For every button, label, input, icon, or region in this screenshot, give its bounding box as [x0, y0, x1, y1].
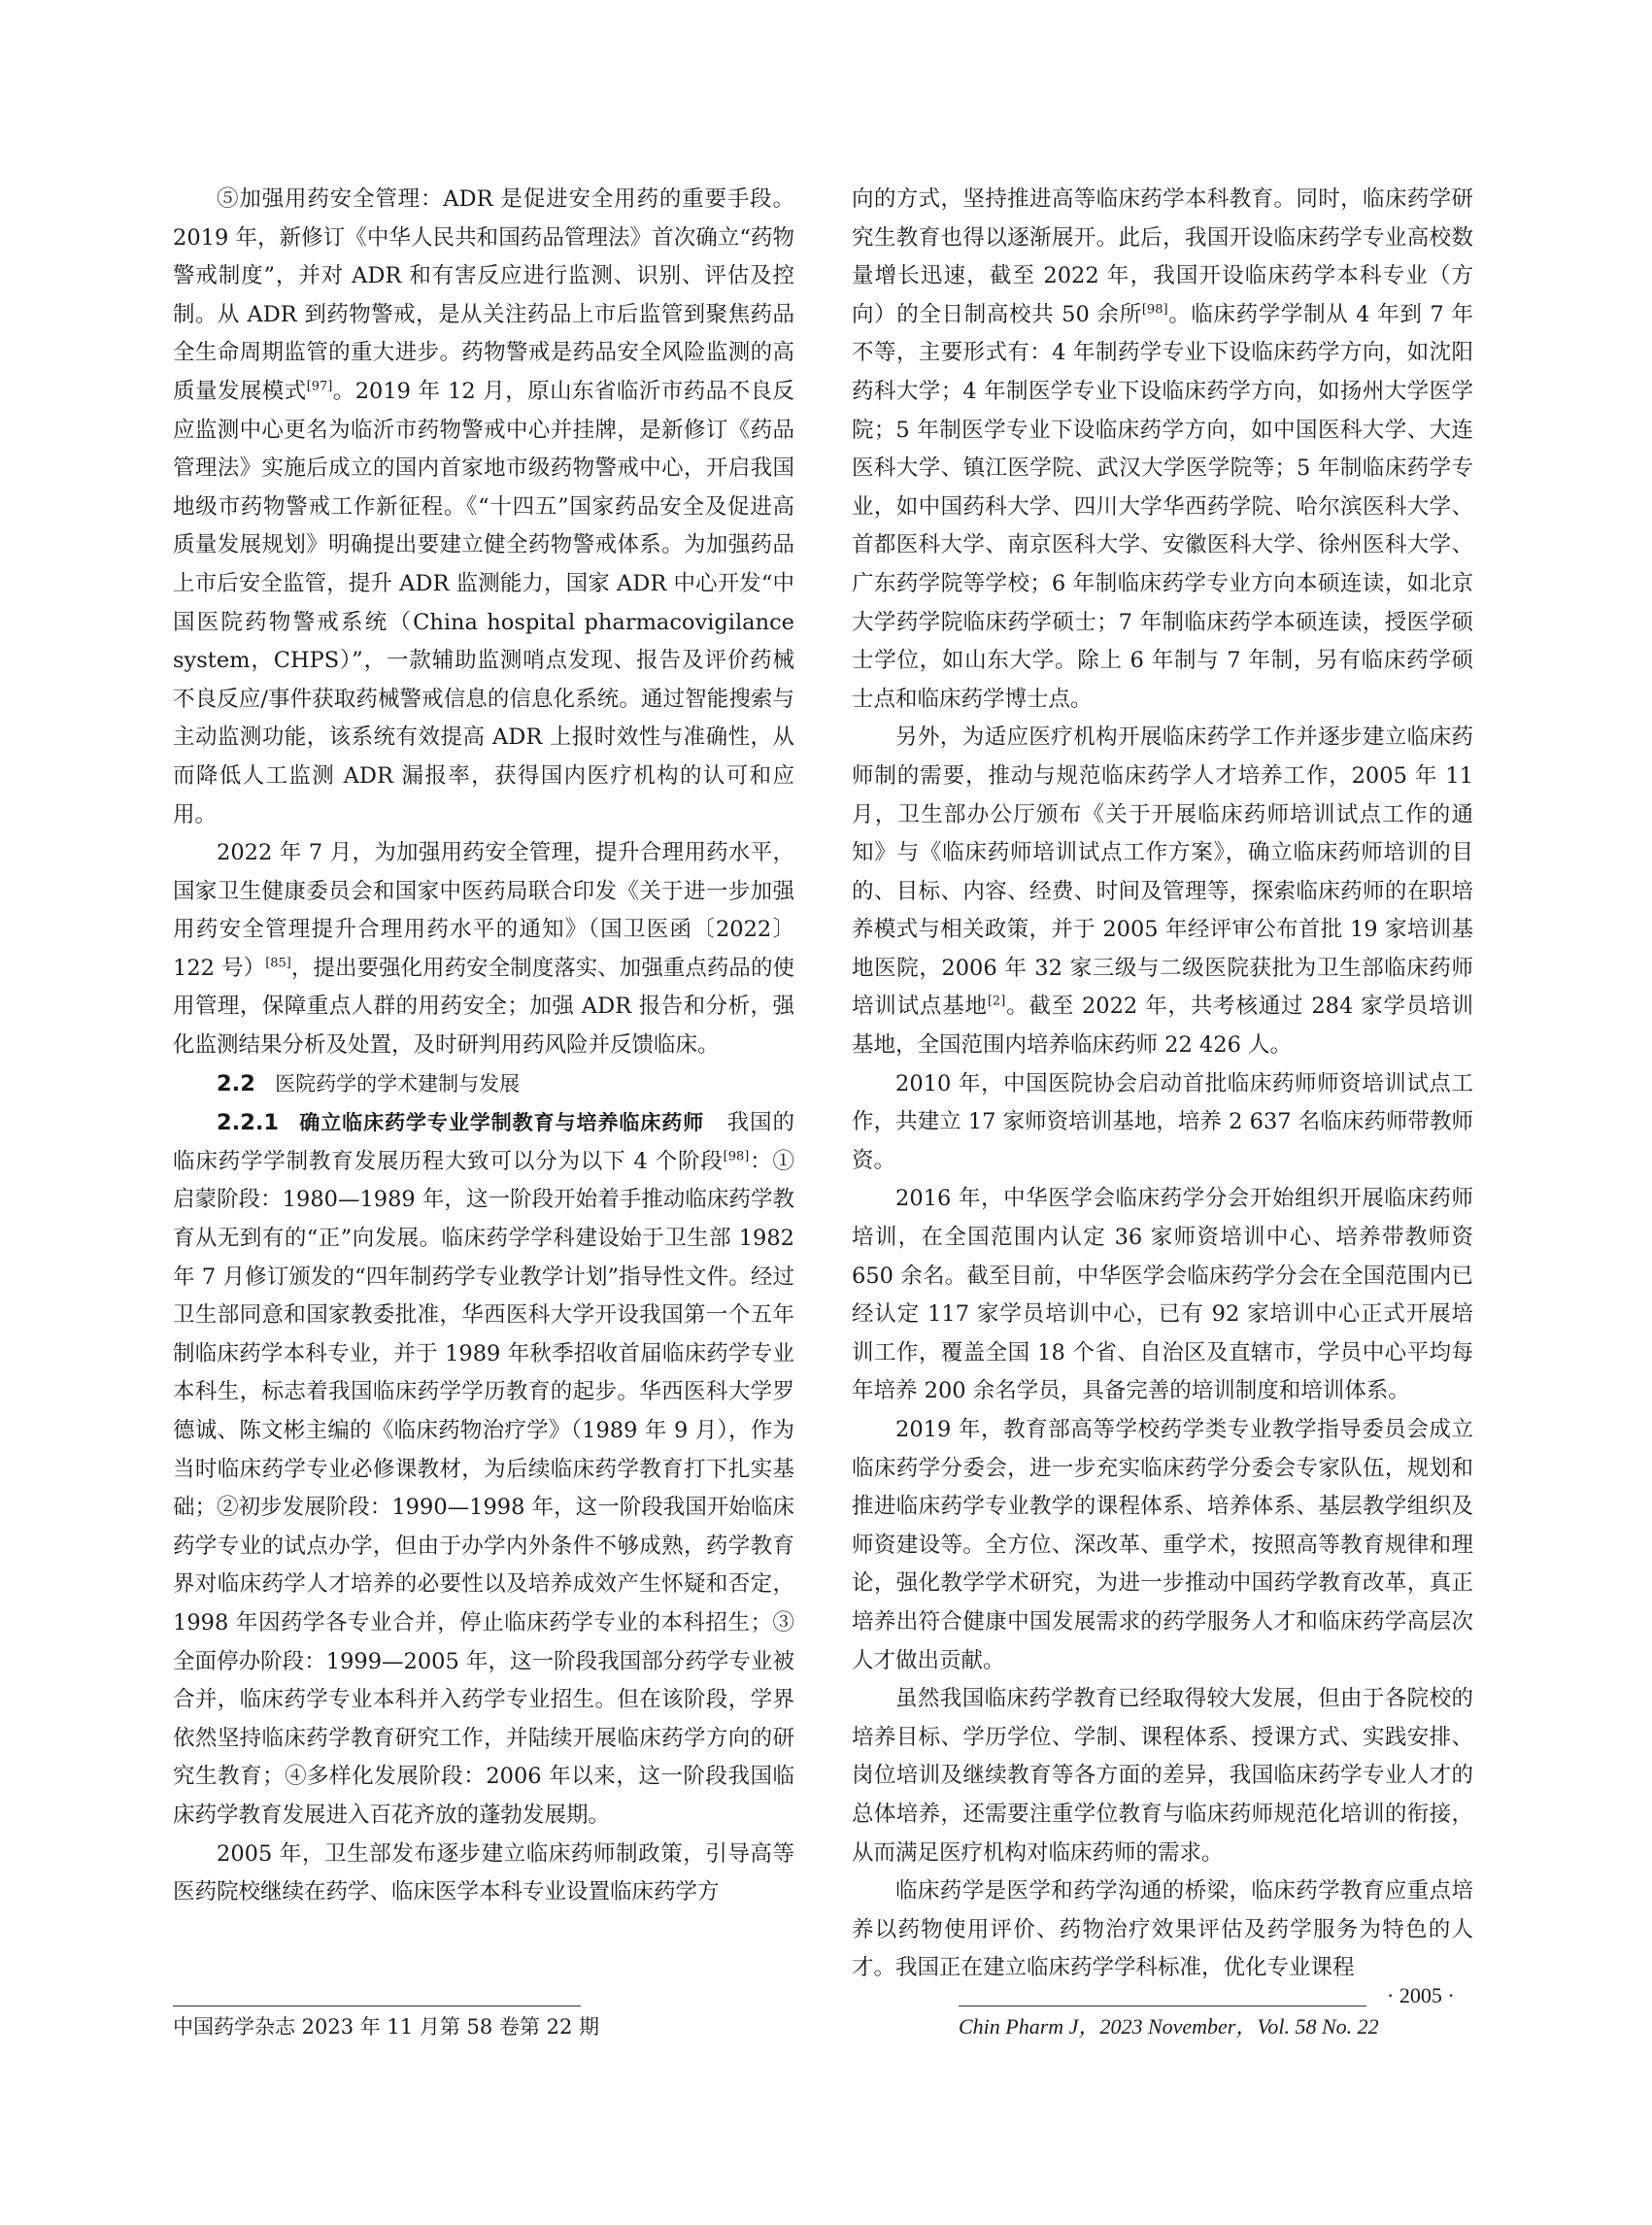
citation: [97] — [306, 379, 333, 394]
paragraph: 2010 年，中国医院协会启动首批临床药师师资培训试点工作，共建立 17 家师资培训基地，培养 2 637 名临床药师带教师资。 — [852, 1070, 1473, 1173]
right-column — [852, 181, 1473, 1988]
paragraph: 向的方式，坚持推进高等临床药学本科教育。同时，临床药学研究生教育也得以逐渐展开。此后，我国开设临床药学专业高校数量增长迅速，截至 2022 年，我国开设临床药学本科专业（方向）的全日制高校共 50 余所[98]。临床药学学制从 4 年到 7 年不等，主要形式有：4 年制药学专业下设临床药学方向，如沈阳药科大学；4 年制医学专业下设临床药学方向，如扬州大学医学院；5 年制医学专业下设临床药学方向，如中国医科大学、大连医科大学、镇江医学院、武汉大学医学院等；5 年制临床药学专业，如中国药科大学、四川大学华西药学院、哈尔滨医科大学、首都医科大学、南京医科大学、安徽医科大学、徐州医科大学、广东药学院等学校；6 年制临床药学专业方向本硕连读，如北京大学药学院临床药学硕士；7 年制临床药学本硕连读，授医学硕士学位，如山东大学。除上 6 年制与 7 年制，另有临床药学硕士点和临床药学博士点。 — [852, 186, 1473, 712]
citation: [98] — [1141, 302, 1168, 318]
paragraph: 临床药学是医学和药学沟通的桥梁，临床药学教育应重点培养以药物使用评价、药物治疗效果评估及药学服务为特色的人才。我国正在建立临床药学学科标准，优化专业课程 — [852, 1878, 1473, 1981]
citation: [98] — [723, 1149, 750, 1164]
footer-journal-english: Chin Pharm J，2023 November，Vol. 58 No. 22 — [959, 2014, 1379, 2039]
paragraph: 虽然我国临床药学教育已经取得较大发展，但由于各院校的培养目标、学历学位、学制、课程体系、授课方式、实践安排、岗位培训及继续教育等各方面的差异，我国临床药学专业人才的总体培养，还需要注重学位教育与临床药师规范化培训的衔接，从而满足医疗机构对临床药师的需求。 — [852, 1686, 1473, 1866]
paragraph: 2016 年，中华医学会临床药学分会开始组织开展临床药师培训，在全国范围内认定 36 家师资培训中心、培养带教师资 650 余名。截至目前，中华医学会临床药学分会在全国范围内已经认定 117 家学员培训中心，已有 92 家培训中心正式开展培训工作，覆盖全国 18 个省、自治区及直辖市，学员中心平均每年培养 200 余名学员，具备完善的培训制度和培训体系。 — [852, 1186, 1473, 1404]
paragraph: 另外，为适应医疗机构开展临床药学工作并逐步建立临床药师制的需要，推动与规范临床药学人才培养工作，2005 年 11 月，卫生部办公厅颁布《关于开展临床药师培训试点工作的通知》与《临床药师培训试点工作方案》，确立临床药师培训的目的、目标、内容、经费、时间及管理等，探索临床药师的在职培养模式与相关政策，并于 2005 年经评审公布首批 19 家培训基地医院，2006 年 32 家三级与二级医院获批为卫生部临床药师培训试点基地[2]。截至 2022 年，共考核通过 284 家学员培训基地，全国范围内培养临床药师 22 426 人。 — [852, 725, 1473, 1059]
citation: [2] — [987, 994, 1006, 1009]
paragraph: 2022 年 7 月，为加强用药安全管理，提升合理用药水平，国家卫生健康委员会和国家中医药局联合印发《关于进一步加强用药安全管理提升合理用药水平的通知》（国卫医函〔2022〕122 号）[85]，提出要强化用药安全制度落实、加强重点药品的使用管理，保障重点人群的用药安全；加强 ADR 报告和分析，强化监测结果分析及处置，及时研判用药风险并反馈临床。 — [173, 840, 794, 1059]
left-column — [173, 181, 794, 1912]
subsection-heading: 2.2.1 确立临床药学专业学制教育与培养临床药师 我国的临床药学学制教育发展历程大致可以分为以下 4 个阶段[98]：①启蒙阶段：1980—1989 年，这一阶段开始着手推动临床药学教育从无到有的“正”向发展。临床药学学科建设始于卫生部 1982 年 7 月修订颁发的“四年制药学专业教学计划”指导性文件。经过卫生部同意和国家教委批准，华西医科大学开设我国第一个五年制临床药学本科专业，并于 1989 年秋季招收首届临床药学专业本科生，标志着我国临床药学学历教育的起步。华西医科大学罗德诚、陈文彬主编的《临床药物治疗学》（1989 年 9 月），作为当时临床药学专业必修课教材，为后续临床药学教育打下扎实基础；②初步发展阶段：1990—1998 年，这一阶段我国开始临床药学专业的试点办学，但由于办学内外条件不够成熟，药学教育界对临床药学人才培养的必要性以及培养成效产生怀疑和否定，1998 年因药学各专业合并，停止临床药学专业的本科招生；③全面停办阶段：1999—2005 年，这一阶段我国部分药学专业被合并，临床药学专业本科并入药学专业招生。但在该阶段，学界依然坚持临床药学教育研究工作，并陆续开展临床药学方向的研究生教育；④多样化发展阶段：2006 年以来，这一阶段我国临床药学教育发展进入百花齐放的蓬勃发展期。 — [173, 1110, 794, 1828]
section-heading: 2.2 医院药学的学术建制与发展 — [217, 1070, 521, 1096]
paragraph: 2005 年，卫生部发布逐步建立临床药师制政策，引导高等医药院校继续在药学、临床医学本科专业设置临床药学方 — [173, 1840, 794, 1905]
paragraph: 2019 年，教育部高等学校药学类专业教学指导委员会成立临床药学分委会，进一步充实临床药学分委会专家队伍，规划和推进临床药学专业教学的课程体系、培养体系、基层教学组织及师资建设等。全方位、深改革、重学术，按照高等教育规律和理论，强化教学学术研究，为进一步推动中国药学教育改革，真正培养出符合健康中国发展需求的药学服务人才和临床药学高层次人才做出贡献。 — [852, 1417, 1473, 1673]
citation: [85] — [265, 956, 291, 971]
page-number: · 2005 · — [1387, 1983, 1455, 2007]
paragraph: ⑤加强用药安全管理：ADR 是促进安全用药的重要手段。2019 年，新修订《中华人民共和国药品管理法》首次确立“药物警戒制度”，并对 ADR 和有害反应进行监测、识别、评估及控制。从 ADR 到药物警戒，是从关注药品上市后监管到聚焦药品全生命周期监管的重大进步。药物警戒是药品安全风险监测的高质量发展模式[97]。2019 年 12 月，原山东省临沂市药品不良反应监测中心更名为临沂市药物警戒中心并挂牌，是新修订《药品管理法》实施后成立的国内首家地市级药物警戒中心，开启我国地级市药物警戒工作新征程。《“十四五”国家药品安全及促进高质量发展规划》明确提出要建立健全药物警戒体系。为加强药品上市后安全监管，提升 ADR 监测能力，国家 ADR 中心开发“中国医院药物警戒系统（China hospital pharmacovigilance system，CHPS）”，一款辅助监测哨点发现、报告及评价药械不良反应/事件获取药械警戒信息的信息化系统。通过智能搜索与主动监测功能，该系统有效提高 ADR 上报时效性与准确性，从而降低人工监测 ADR 漏报率，获得国内医疗机构的认可和应用。 — [173, 186, 794, 827]
footer-journal-chinese: 中国药学杂志 2023 年 11 月第 58 卷第 22 期 — [173, 2015, 600, 2039]
